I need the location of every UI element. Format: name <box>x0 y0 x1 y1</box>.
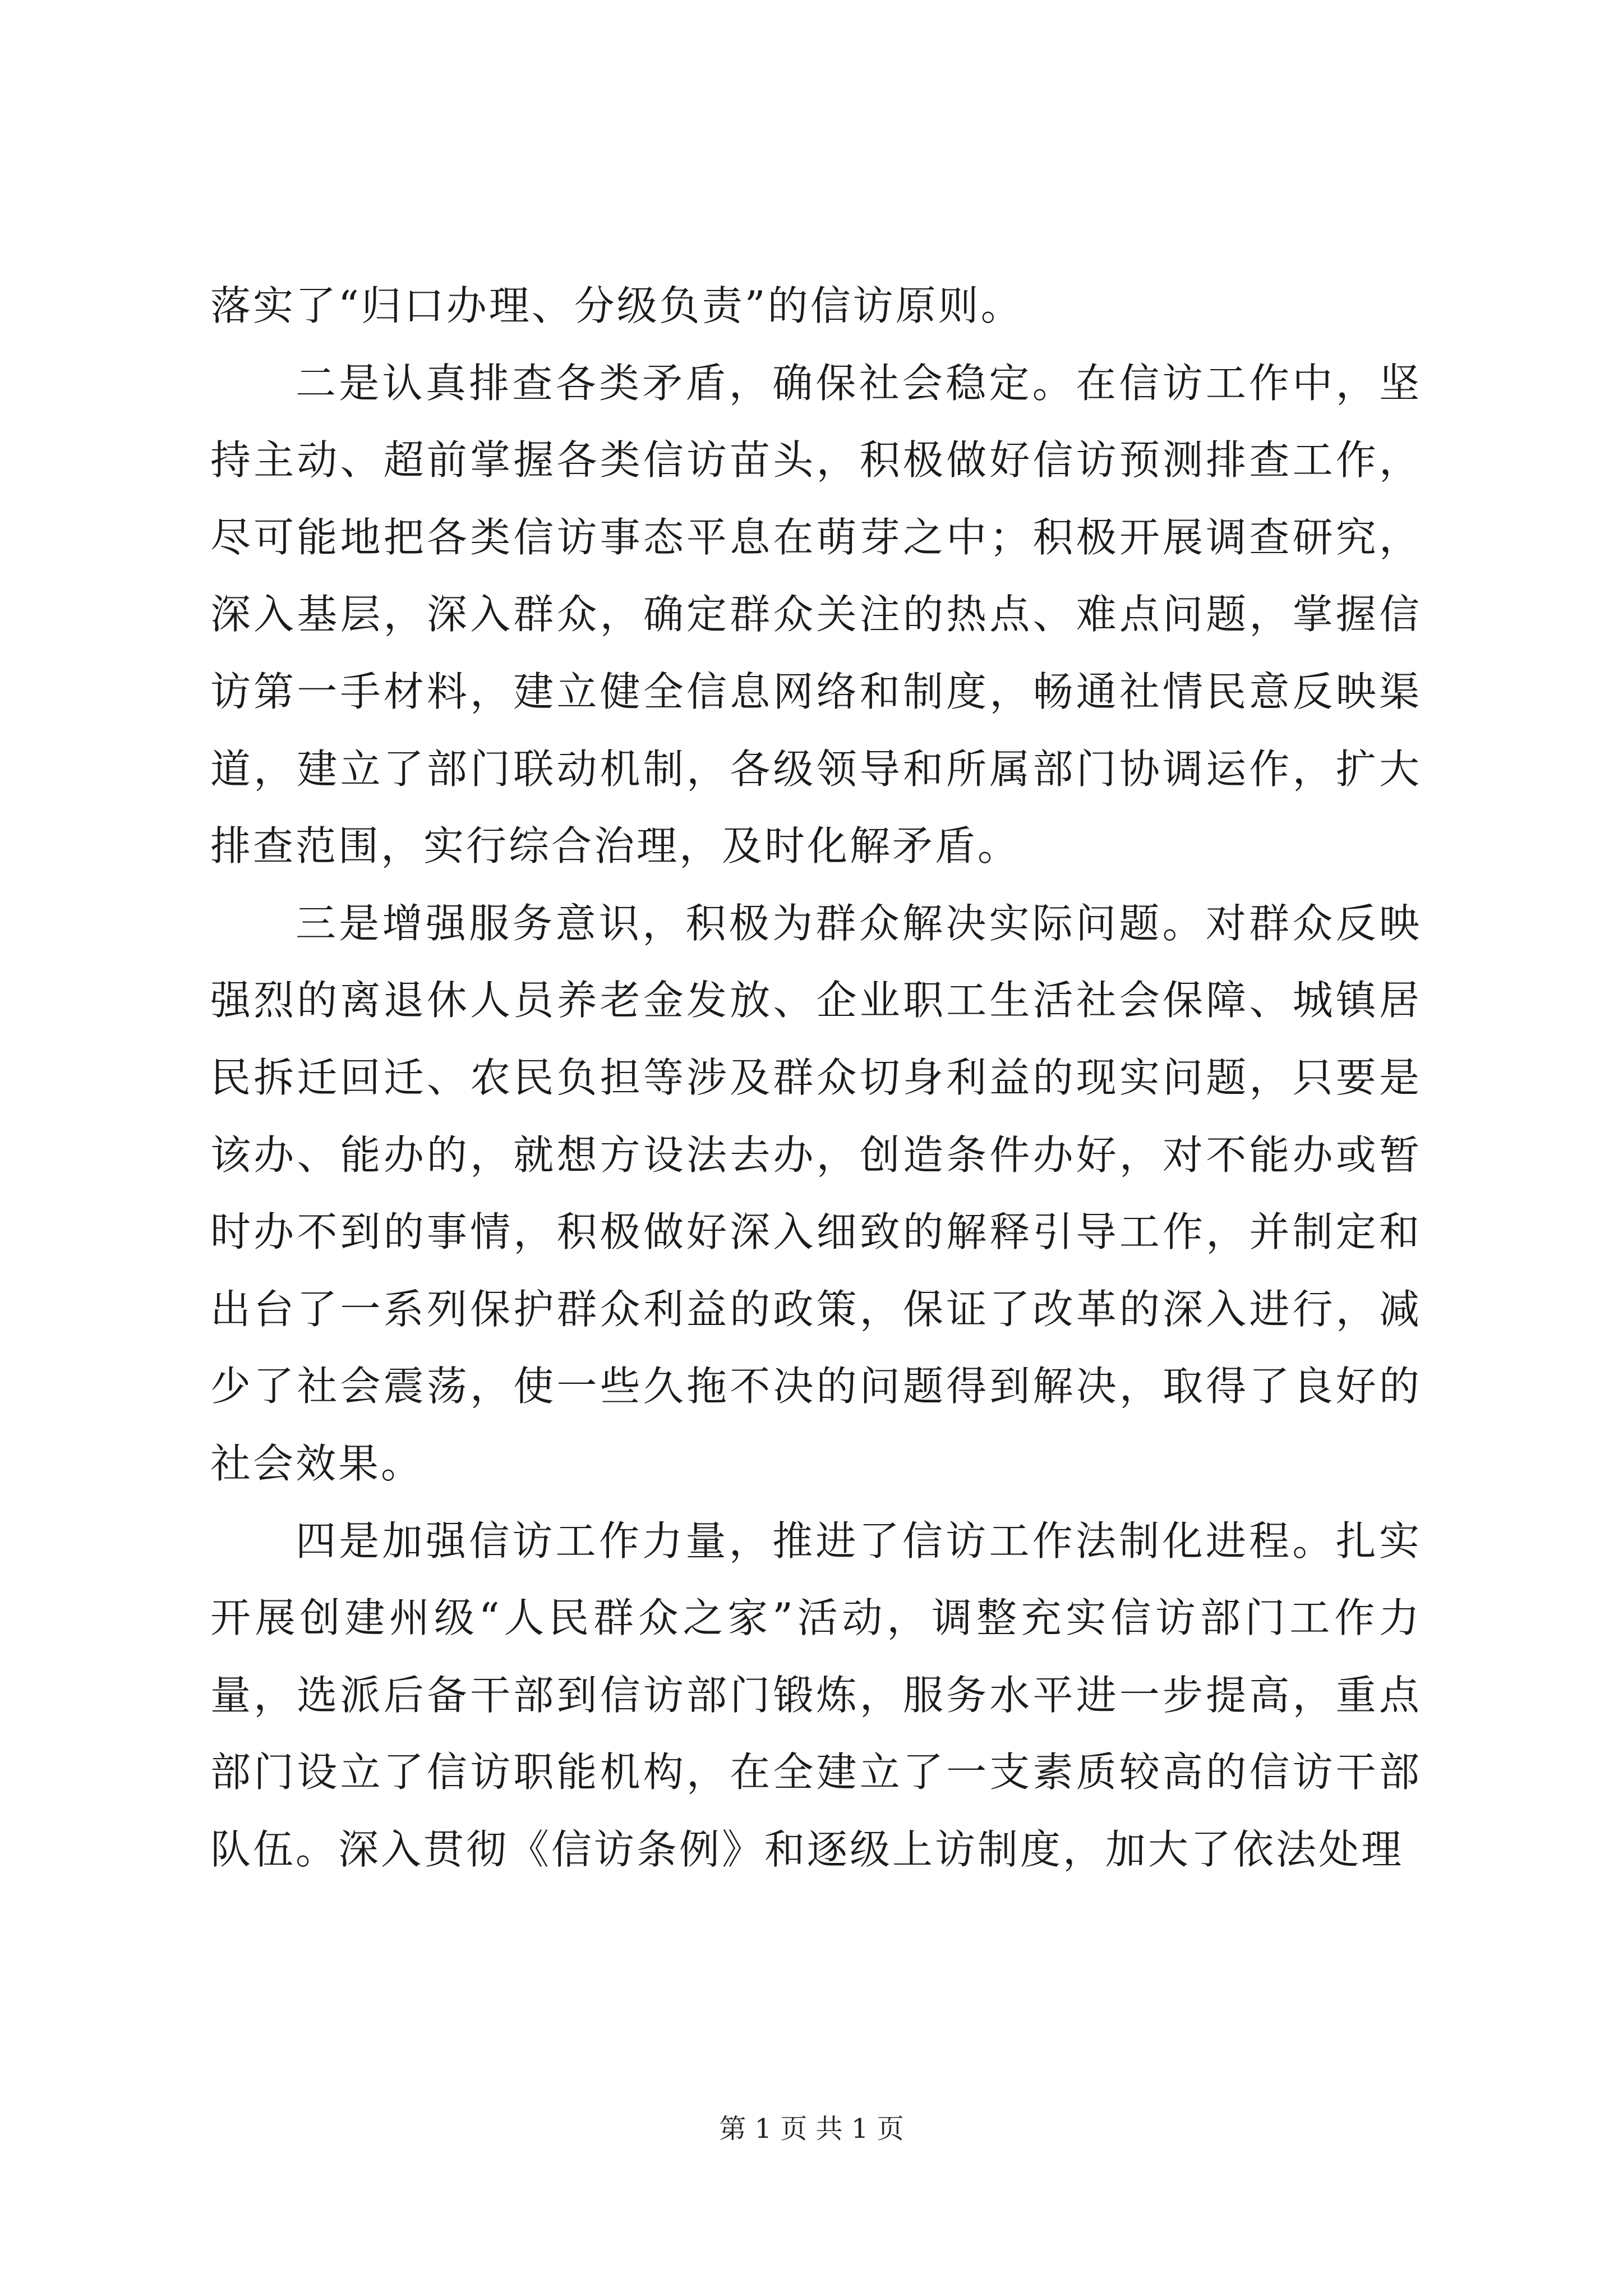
page-footer <box>0 2112 1623 2146</box>
paragraph-3: 三是增强服务意识，积极为群众解决实际问题。对群众反映强烈的离退休人员养老金发放、企业职工生活社会保障、城镇居民拆迁回迁、农民负担等涉及群众切身利益的现实问题，只要是该办、能办的，就想方设法去办，创造条件办好，对不能办或暂时办不到的事情，积极做好深入细致的解释引导工作，并制定和出台了一系列保护群众利益的政策，保证了改革的深入进行，减少了社会震荡，使一些久拖不决的问题得到解决，取得了良好的社会效果。 <box>210 899 1422 1487</box>
document-body <box>210 268 1422 1888</box>
page-number-label: 第 1 页 共 1 页 <box>719 2113 904 2145</box>
paragraph-1: 落实了“归口办理、分级负责”的信访原则。 <box>210 282 1023 329</box>
paragraph-4: 四是加强信访工作力量，推进了信访工作法制化进程。扎实开展创建州级“人民群众之家”活动，调整充实信访部门工作力量，选派后备干部到信访部门锻炼，服务水平进一步提高，重点部门设立了信访职能机构，在全建立了一支素质较高的信访干部队伍。深入贯彻《信访条例》和逐级上访制度，加大了依法处理 <box>210 1517 1422 1873</box>
paragraph-2: 二是认真排查各类矛盾，确保社会稳定。在信访工作中，坚持主动、超前掌握各类信访苗头，积极做好信访预测排查工作，尽可能地把各类信访事态平息在萌芽之中；积极开展调查研究，深入基层，深入群众，确定群众关注的热点、难点问题，掌握信访第一手材料，建立健全信息网络和制度，畅通社情民意反映渠道，建立了部门联动机制，各级领导和所属部门协调运作，扩大排查范围，实行综合治理，及时化解矛盾。 <box>210 359 1422 870</box>
